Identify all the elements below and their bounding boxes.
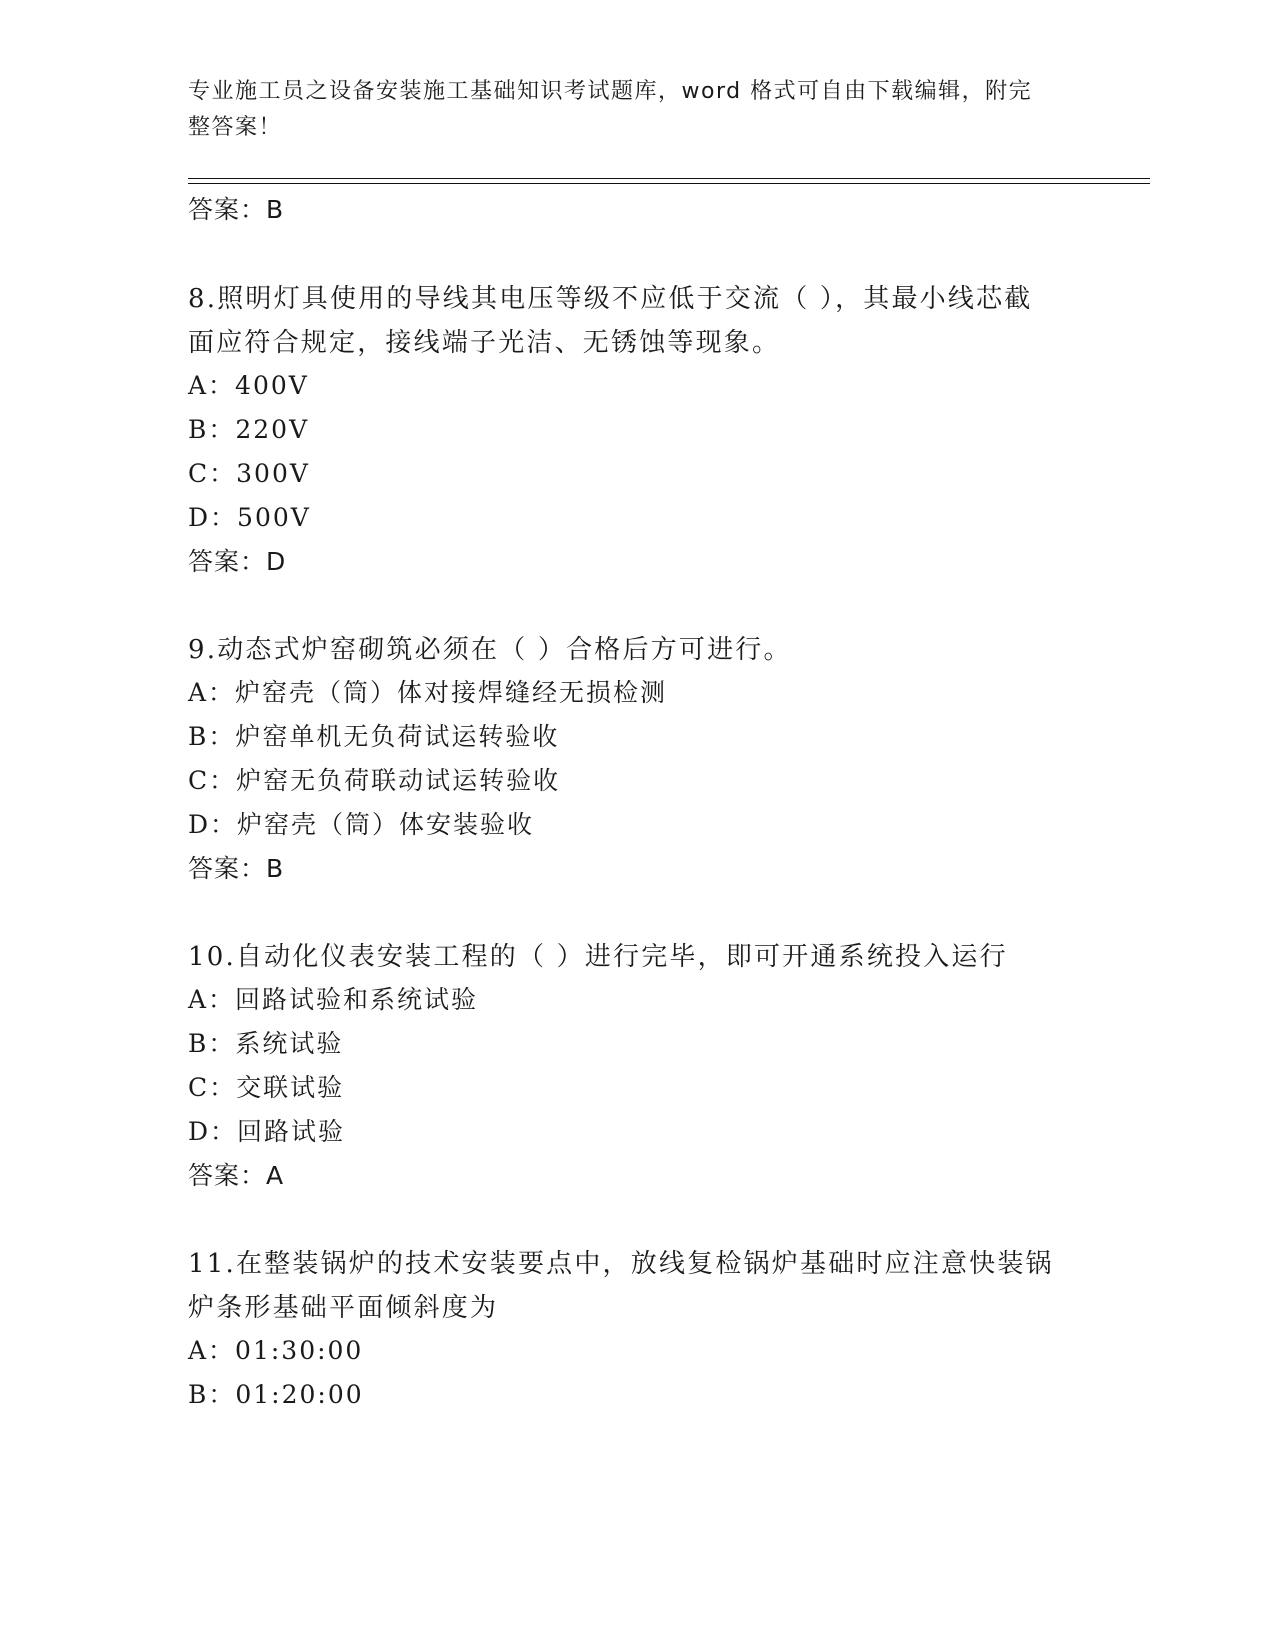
q8-option-d: D：500V — [188, 503, 311, 532]
q11-stem-line-2: 炉条形基础平面倾斜度为 — [188, 1293, 499, 1323]
q10-option-b: B：系统试验 — [188, 1029, 344, 1058]
header-line-1: 专业施工员之设备安装施工基础知识考试题库，word 格式可自由下载编辑，附完 — [188, 79, 1033, 104]
q8-option-c: C：300V — [188, 459, 310, 488]
header-line-2: 整答案！ — [188, 115, 283, 140]
q11-stem-line-1: 11.在整装锅炉的技术安装要点中，放线复检锅炉基础时应注意快装锅 — [188, 1249, 1054, 1279]
q11-option-b: B：01:20:00 — [188, 1380, 364, 1409]
q10-option-d: D：回路试验 — [188, 1117, 346, 1146]
q9-stem-line-1: 9.动态式炉窑砌筑必须在（ ）合格后方可进行。 — [188, 635, 792, 665]
q9-option-a: A：炉窑壳（筒）体对接焊缝经无损检测 — [188, 678, 668, 707]
q11-option-a: A：01:30:00 — [188, 1336, 364, 1365]
q9-option-c: C：炉窑无负荷联动试运转验收 — [188, 766, 561, 795]
q9-answer: 答案：B — [188, 854, 285, 883]
q10-option-a: A：回路试验和系统试验 — [188, 985, 479, 1014]
q10-answer: 答案：A — [188, 1161, 285, 1190]
q10-option-c: C：交联试验 — [188, 1073, 345, 1102]
q8-stem-line-1: 8.照明灯具使用的导线其电压等级不应低于交流（ ），其最小线芯截 — [188, 284, 1033, 314]
q10-stem-line-1: 10.自动化仪表安装工程的（ ）进行完毕，即可开通系统投入运行 — [188, 942, 1008, 972]
q9-option-d: D：炉窑壳（筒）体安装验收 — [188, 810, 535, 839]
document-header — [188, 74, 1078, 146]
header-divider-bottom — [188, 183, 1150, 184]
q9-option-b: B：炉窑单机无负荷试运转验收 — [188, 722, 560, 751]
prev-answer: 答案：B — [188, 195, 285, 224]
q8-stem-line-2: 面应符合规定，接线端子光洁、无锈蚀等现象。 — [188, 328, 781, 358]
header-divider-top — [188, 178, 1150, 179]
q8-option-b: B：220V — [188, 415, 310, 444]
q8-answer: 答案：D — [188, 547, 287, 576]
q8-option-a: A：400V — [188, 371, 309, 400]
